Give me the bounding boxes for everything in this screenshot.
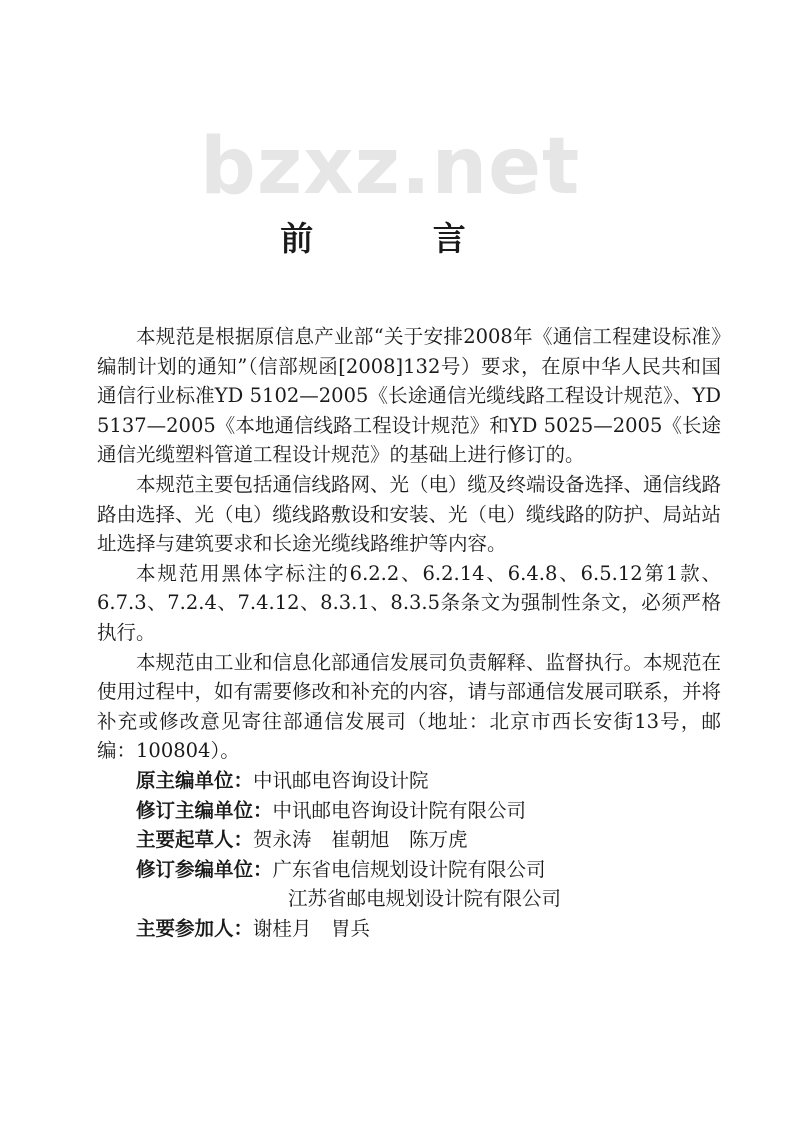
paragraph-mandatory-clauses: 本规范用黑体字标注的6.2.2、6.2.14、6.4.8、6.5.12第1款、6.7.3、7.2.4、7.4.12、8.3.1、8.3.5条条文为强制性条文，必须严格执行。: [97, 561, 721, 644]
paragraph-interpretation: 本规范由工业和信息化部通信发展司负责解释、监督执行。本规范在使用过程中，如有需要修改和补充的内容，请与部通信发展司联系，并将补充或修改意见寄往部通信发展司（地址：北京市西长安街13号，邮编：100804）。: [97, 650, 722, 763]
credit-value: 中讯邮电咨询设计院有限公司: [272, 798, 527, 822]
credit-revision-participants: [97, 855, 721, 885]
credit-label: 修订参编单位：: [136, 857, 273, 881]
credit-value: 贺永涛 崔朝旭 陈万虎: [253, 828, 468, 852]
credit-main-participants: [97, 914, 721, 944]
credit-label: 主要起草人：: [136, 828, 254, 852]
paragraph-basis: 本规范是根据原信息产业部“关于安排2008年《通信工程建设标准》编制计划的通知”（信部规函[2008]132号）要求，在原中华人民共和国通信行业标准YD 5102—2005《长途通信光缆线路工程设计规范》、YD 5137—2005《本地通信线路工程设计规范》和YD 5025—2005《长途通信光缆塑料管道工程设计规范》的基础上进行修订的。: [97, 325, 721, 467]
credit-value: 广东省电信规划设计院有限公司: [272, 857, 546, 881]
credit-value: 谢桂月 胃兵: [253, 916, 371, 940]
credit-main-drafters: [97, 825, 721, 855]
credit-original-editor: [97, 766, 721, 796]
credit-value: 中讯邮电咨询设计院: [253, 768, 429, 792]
credit-label: 主要参加人：: [136, 916, 254, 940]
paragraph-scope: 本规范主要包括通信线路网、光（电）缆及终端设备选择、通信线路路由选择、光（电）缆线路敷设和安装、光（电）缆线路的防护、局站站址选择与建筑要求和长途光缆线路维护等内容。: [97, 472, 722, 556]
watermark-text: bzxz.net: [200, 122, 581, 212]
credit-label: 修订主编单位：: [136, 798, 273, 822]
credit-revision-editor: [97, 796, 721, 826]
credit-label: 原主编单位：: [136, 768, 254, 792]
credit-revision-participants-2: 江苏省邮电规划设计院有限公司: [288, 887, 562, 911]
page-title: 前 言: [280, 219, 520, 258]
preface-body: [97, 322, 721, 943]
